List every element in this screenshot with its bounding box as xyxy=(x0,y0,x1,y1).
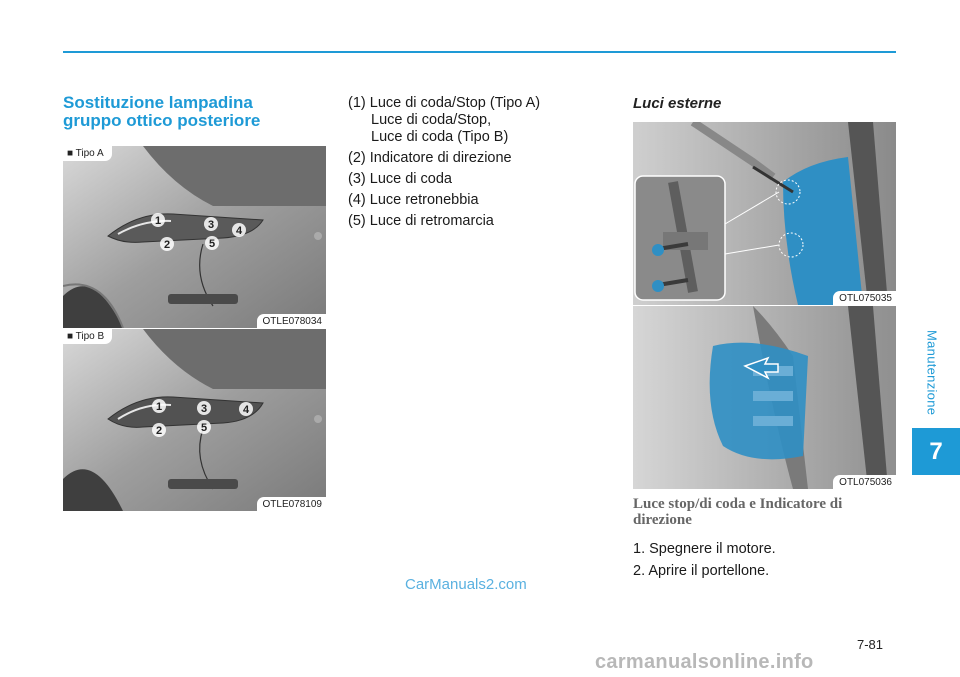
step-2: 2. Aprire il portellone. xyxy=(633,563,770,579)
svg-text:4: 4 xyxy=(242,404,250,416)
step-1: 1. Spegnere il motore. xyxy=(633,541,776,557)
parts-item-1: (1) Luce di coda/Stop (Tipo A) Luce di coda/Stop, Luce di coda (Tipo B) xyxy=(348,95,541,145)
section-title: Sostituzione lampadina gruppo ottico posteriore xyxy=(63,93,261,130)
svg-text:4: 4 xyxy=(235,225,243,237)
svg-text:1: 1 xyxy=(155,401,163,413)
callout-2 xyxy=(160,237,174,251)
chapter-side-label: Manutenzione xyxy=(924,330,940,416)
photo-tag-type-a: ■ Tipo A xyxy=(63,146,112,161)
screw-removal-illustration xyxy=(633,122,896,305)
chapter-number-tab[interactable]: 7 xyxy=(912,428,960,475)
photo-code-remove: OTL075035 xyxy=(833,291,896,305)
photo-code-type-b: OTLE078109 xyxy=(257,497,327,511)
photo-detach-lamp xyxy=(633,306,896,489)
svg-text:3: 3 xyxy=(207,219,215,231)
callout-1 xyxy=(152,399,166,413)
callout-3 xyxy=(197,401,211,415)
photo-code-detach: OTL075036 xyxy=(833,475,896,489)
lamp-detach-illustration xyxy=(633,306,896,489)
callouts-type-b xyxy=(63,329,326,511)
callout-5 xyxy=(197,420,211,434)
callout-3 xyxy=(204,217,218,231)
parts-item-5: (5) Luce di retromarcia xyxy=(348,213,494,229)
watermark-link[interactable]: CarManuals2.com xyxy=(405,576,527,593)
parts-list xyxy=(348,95,588,234)
header-rule xyxy=(63,51,896,53)
photo-remove-screws xyxy=(633,122,896,305)
footer-watermark: carmanualsonline.info xyxy=(595,651,814,673)
photo-type-b xyxy=(63,329,326,511)
parts-item-2: (2) Indicatore di direzione xyxy=(348,150,512,166)
parts-item-4: (4) Luce retronebbia xyxy=(348,192,479,208)
callout-2 xyxy=(152,423,166,437)
page-number: 7-81 xyxy=(857,637,884,652)
svg-text:3: 3 xyxy=(200,403,208,415)
svg-text:2: 2 xyxy=(155,425,163,437)
callout-4 xyxy=(232,223,246,237)
svg-text:5: 5 xyxy=(200,422,208,434)
photo-tag-type-b: ■ Tipo B xyxy=(63,329,112,344)
photo-type-a xyxy=(63,146,326,328)
steps-list xyxy=(633,541,776,585)
parts-item-3: (3) Luce di coda xyxy=(348,171,452,187)
callout-1 xyxy=(151,213,165,227)
callout-4 xyxy=(239,402,253,416)
svg-text:1: 1 xyxy=(154,215,162,227)
step-heading: Luce stop/di coda e Indicatore di direzione xyxy=(633,496,843,528)
callouts-type-a xyxy=(63,146,326,328)
svg-text:5: 5 xyxy=(208,238,216,250)
photo-code-type-a: OTLE078034 xyxy=(257,314,327,328)
exterior-lights-title: Luci esterne xyxy=(633,95,722,112)
svg-text:2: 2 xyxy=(163,239,171,251)
callout-5 xyxy=(205,236,219,250)
